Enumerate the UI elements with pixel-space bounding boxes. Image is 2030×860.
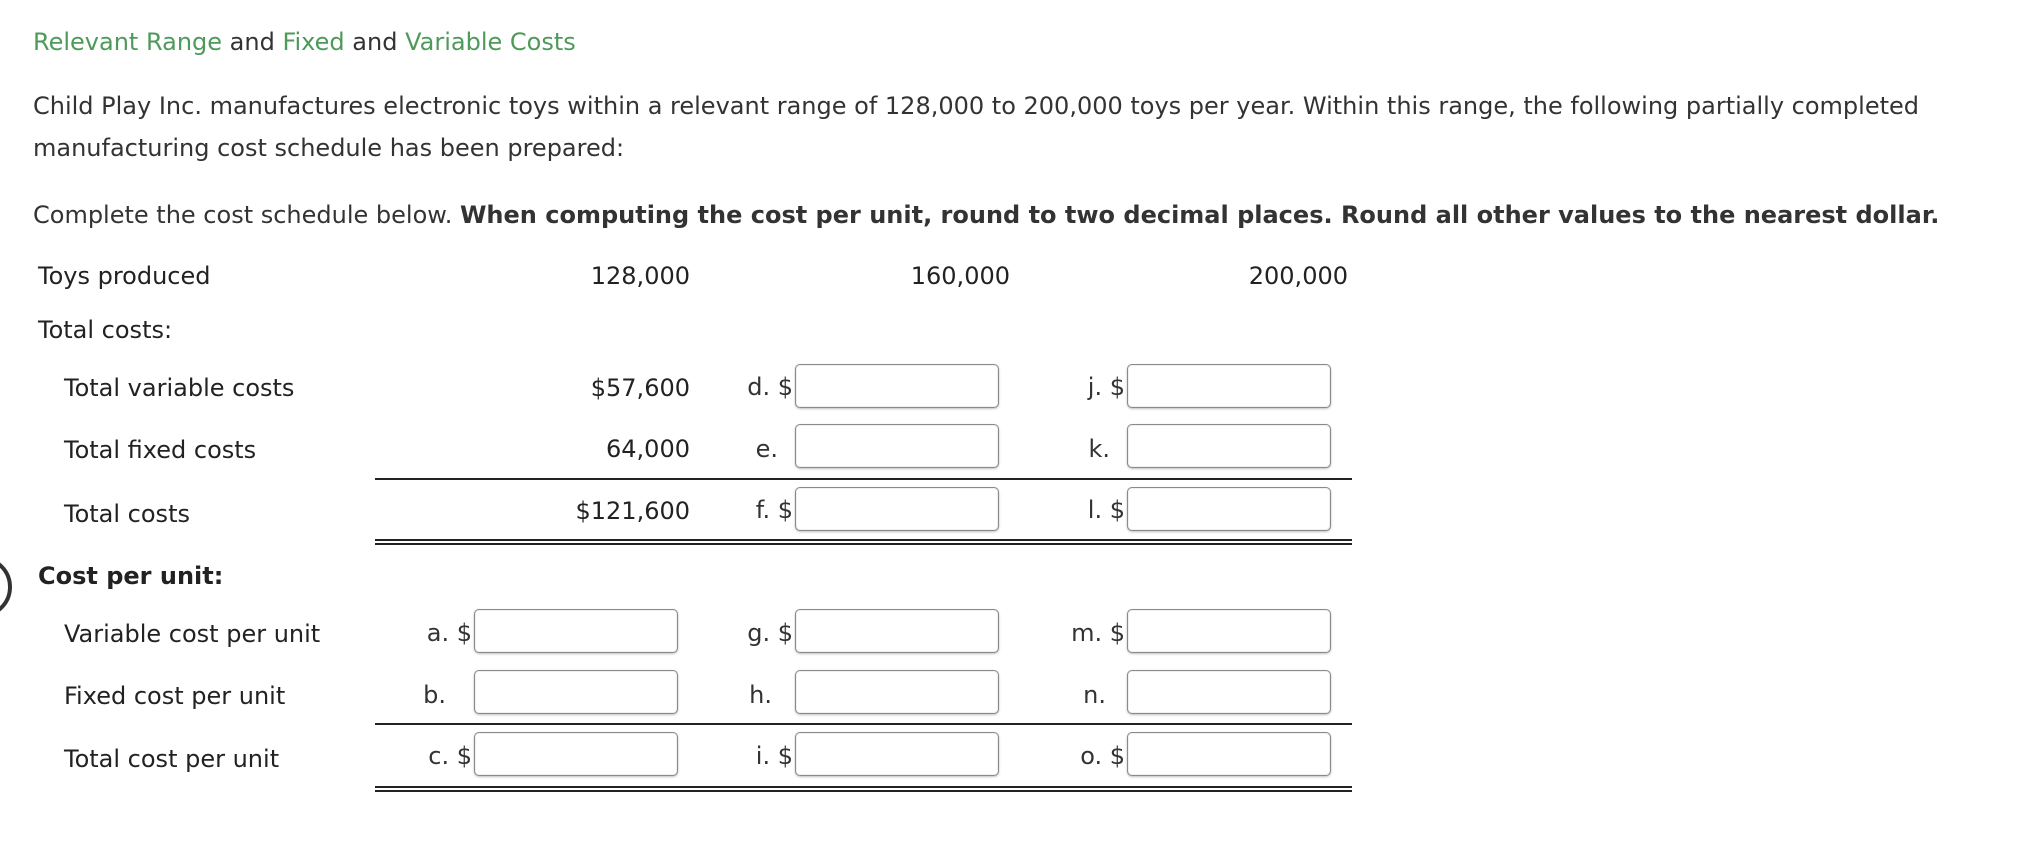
- label-b: b.: [423, 681, 446, 709]
- input-e[interactable]: [795, 424, 999, 468]
- label-o: o. $: [1080, 742, 1125, 770]
- total-costs-section-label: Total costs:: [38, 316, 173, 344]
- label-f: f. $: [755, 496, 793, 524]
- level-1-header: 128,000: [590, 262, 690, 290]
- label-k: k.: [1088, 435, 1110, 463]
- label-n: n.: [1083, 681, 1106, 709]
- subtotal-rule-top: [375, 478, 1352, 480]
- total-costs-label: Total costs: [64, 500, 190, 528]
- input-k[interactable]: [1127, 424, 1331, 468]
- label-c: c. $: [428, 742, 472, 770]
- level-2-header: 160,000: [910, 262, 1010, 290]
- given-total-variable-costs: $57,600: [590, 374, 690, 402]
- instructions: [33, 194, 1939, 236]
- fixed-cost-per-unit-label: Fixed cost per unit: [64, 682, 286, 710]
- given-total-fixed-costs: 64,000: [606, 435, 690, 463]
- variable-cost-per-unit-label: Variable cost per unit: [64, 620, 321, 648]
- total-rule-top: [375, 539, 1352, 545]
- heading-connector-1: and: [222, 28, 283, 56]
- label-m: m. $: [1071, 619, 1125, 647]
- total-variable-costs-label: Total variable costs: [64, 374, 295, 402]
- label-h: h.: [749, 681, 772, 709]
- input-o[interactable]: [1127, 732, 1331, 776]
- level-3-header: 200,000: [1248, 262, 1348, 290]
- per-unit-subtotal-rule: [375, 723, 1352, 725]
- input-j[interactable]: [1127, 364, 1331, 408]
- cost-per-unit-section-label: Cost per unit:: [38, 562, 224, 590]
- input-m[interactable]: [1127, 609, 1331, 653]
- instructions-bold: When computing the cost per unit, round to two decimal places. Round all other values to the nearest dollar.: [459, 201, 1940, 229]
- term-variable-costs[interactable]: Variable Costs: [405, 28, 576, 56]
- input-a[interactable]: [474, 609, 678, 653]
- input-d[interactable]: [795, 364, 999, 408]
- input-i[interactable]: [795, 732, 999, 776]
- label-e: e.: [755, 435, 778, 463]
- instructions-plain: Complete the cost schedule below.: [33, 201, 460, 229]
- edge-circle-indicator: [0, 556, 12, 618]
- label-j: j. $: [1087, 373, 1125, 401]
- toys-produced-label: Toys produced: [38, 262, 211, 290]
- total-cost-per-unit-label: Total cost per unit: [64, 745, 280, 773]
- input-b[interactable]: [474, 670, 678, 714]
- heading-connector-2: and: [344, 28, 406, 56]
- problem-heading: [33, 26, 576, 58]
- label-i: i. $: [755, 742, 793, 770]
- label-g: g. $: [747, 619, 793, 647]
- total-fixed-costs-label: Total fixed costs: [64, 436, 257, 464]
- input-c[interactable]: [474, 732, 678, 776]
- label-l: l. $: [1087, 496, 1125, 524]
- term-fixed[interactable]: Fixed: [282, 28, 345, 56]
- label-a: a. $: [426, 619, 472, 647]
- input-h[interactable]: [795, 670, 999, 714]
- per-unit-total-rule: [375, 786, 1352, 792]
- label-d: d. $: [747, 373, 793, 401]
- input-n[interactable]: [1127, 670, 1331, 714]
- input-g[interactable]: [795, 609, 999, 653]
- input-l[interactable]: [1127, 487, 1331, 531]
- given-total-costs: $121,600: [575, 497, 690, 525]
- input-f[interactable]: [795, 487, 999, 531]
- term-relevant-range[interactable]: Relevant Range: [33, 28, 223, 56]
- problem-intro: Child Play Inc. manufactures electronic toys within a relevant range of 128,000 to 200,000 toys per year. Within this range, the following partially completed manufacturing cost schedule has been prepared:: [33, 92, 1920, 162]
